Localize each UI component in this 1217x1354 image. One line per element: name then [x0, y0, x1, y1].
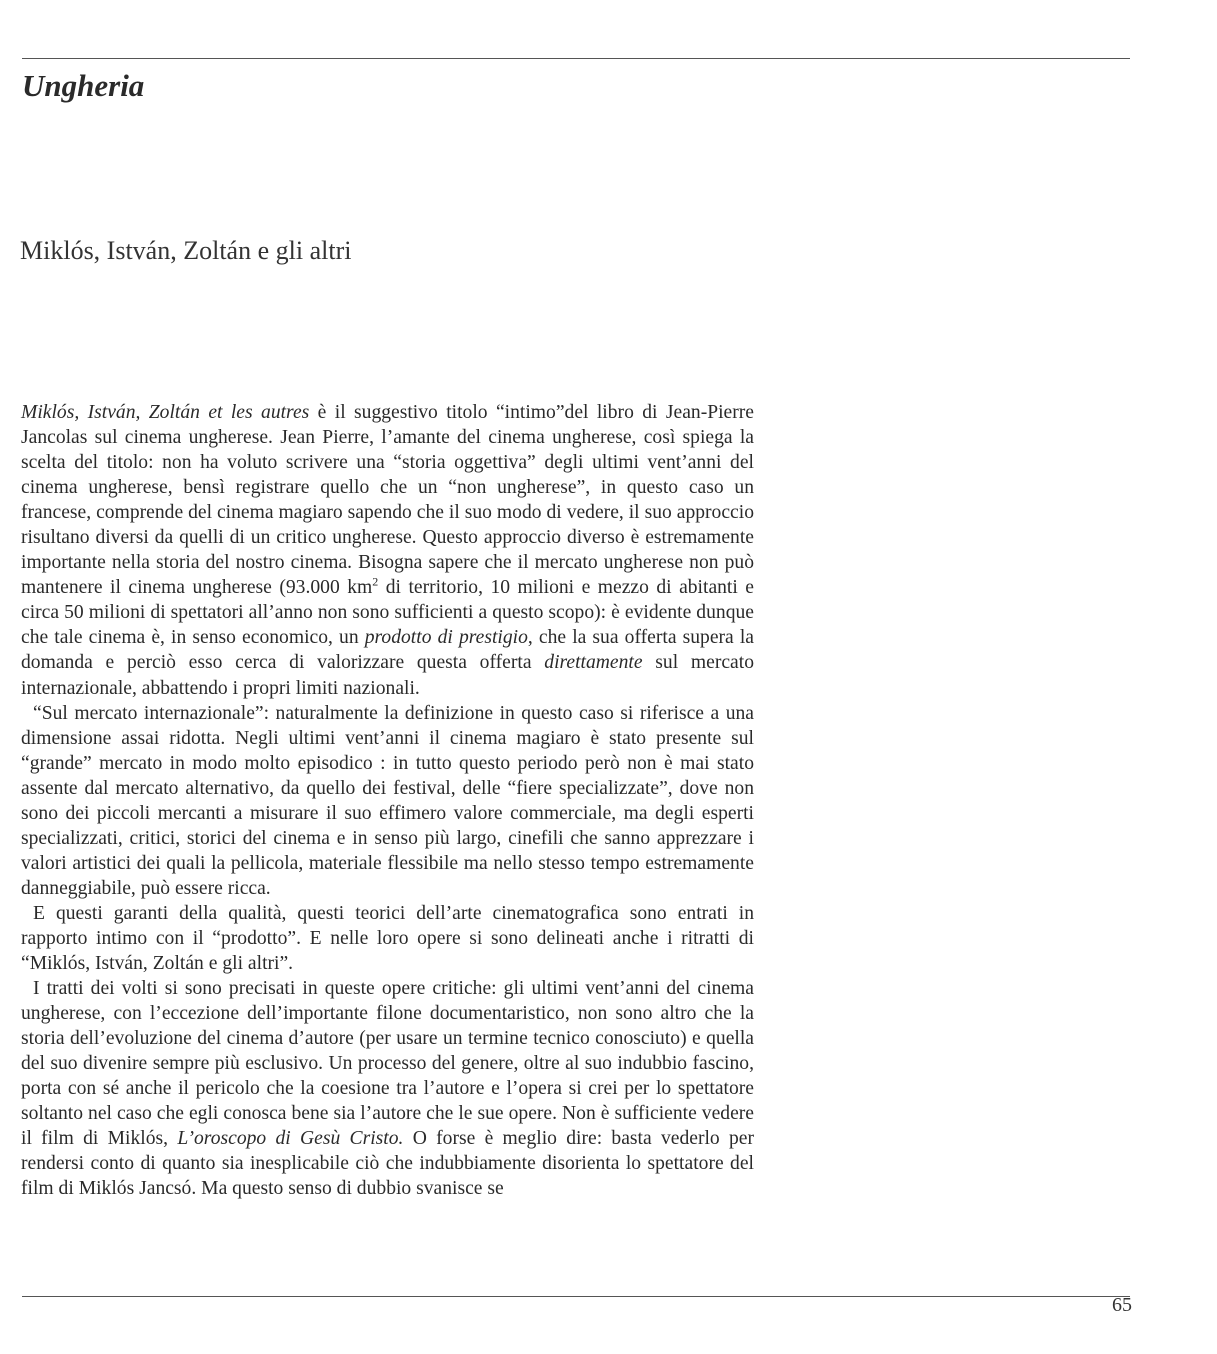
bottom-rule — [22, 1296, 1130, 1297]
top-rule — [22, 58, 1130, 59]
paragraph — [21, 400, 754, 701]
paragraph — [21, 976, 754, 1201]
italic-text: L’oroscopo di Gesù Cristo. — [177, 1128, 404, 1150]
page-number: 65 — [1112, 1294, 1132, 1316]
italic-text: prodotto di prestigio — [364, 627, 528, 649]
text-run: , che la sua offerta supera la domanda e perciò esso cerca di valorizzare questa offerta — [21, 627, 755, 674]
text-run: di territorio, 10 milioni e mezzo di abitanti e circa 50 milioni di spettatori all’anno non sono sufficienti a questo scopo): è evidente dunque che tale cinema è, in senso economico, un — [21, 577, 754, 649]
text-run: E questi garanti della qualità, questi teorici dell’arte cinematografica sono entrati in rapporto intimo con il “prodotto”. E nelle loro opere si sono delineati anche i ritratti di “Miklós, István, Zoltán e gli altri”. — [21, 902, 754, 975]
text-run: sul mercato internazionale, abbattendo i propri limiti nazionali. — [21, 652, 754, 699]
text-run: I tratti dei volti si sono precisati in queste opere critiche: gli ultimi vent’anni del cinema ungherese, con l’eccezione dell’importante filone documentaristico, non sono altro che la storia dell’evoluzione del cinema d’autore (per usare un termine tecnico conosciuto) e quella del suo divenire sempre più esclusivo. Un processo del genere, oltre al suo indubbio fascino, porta con sé anche il pericolo che la coesione tra l’autore e l’opera si crei per lo spettatore soltanto nel caso che egli conosca bene sia l’autore che le sue opere. Non è sufficiente vedere il film di Miklós, — [21, 978, 754, 1150]
paragraph — [21, 701, 754, 901]
text-run: O forse è meglio dire: basta vederlo per rendersi conto di quanto sia inesplicabile ciò che indubbiamente disorienta lo spettatore del film di Miklós Jancsó. Ma questo senso di dubbio svanisce se — [21, 1128, 755, 1200]
paragraph — [21, 901, 754, 976]
text-run: “Sul mercato internazionale”: naturalmente la definizione in questo caso si riferisce a una dimensione assai ridotta. Negli ultimi vent’anni il cinema magiaro è stato presente sul “grande” mercato in modo molto episodico : in tutto questo periodo però non è mai stato assente dal mercato alternativo, da quello dei festival, delle “fiere specializzate”, dove non sono dei piccoli mercanti a misurare il suo effimero valore commerciale, ma degli esperti specializzati, critici, storici del cinema e in senso più largo, cinefili che sanno apprezzare i valori artistici dei quali la pellicola, materiale flessibile ma nello stesso tempo estremamente danneggiabile, può essere ricca. — [21, 702, 754, 899]
text-run: è il suggestivo titolo “intimo”del libro di Jean-Pierre Jancolas sul cinema ungherese. Jean Pierre, l’amante del cinema ungherese, così spiega la scelta del titolo: non ha voluto scrivere una “storia oggettiva” degli ultimi vent’anni del cinema ungherese, bensì registrare quello che un “non ungherese”, in questo caso un francese, comprende del cinema magiaro sapendo che il suo modo di vedere, il suo approccio risultano diversi da quelli di un critico ungherese. Questo approccio diverso è estremamente importante nella storia del nostro cinema. Bisogna sapere che il mercato ungherese non può mantenere il cinema ungherese (93.000 km — [21, 402, 755, 599]
article-body — [21, 400, 754, 1202]
article-title: Miklós, István, Zoltán e gli altri — [20, 236, 352, 265]
italic-text: Miklós, István, Zoltán et les autres — [21, 402, 310, 423]
section-title: Ungheria — [22, 68, 145, 103]
italic-text: direttamente — [544, 652, 643, 674]
superscript: 2 — [372, 574, 379, 589]
